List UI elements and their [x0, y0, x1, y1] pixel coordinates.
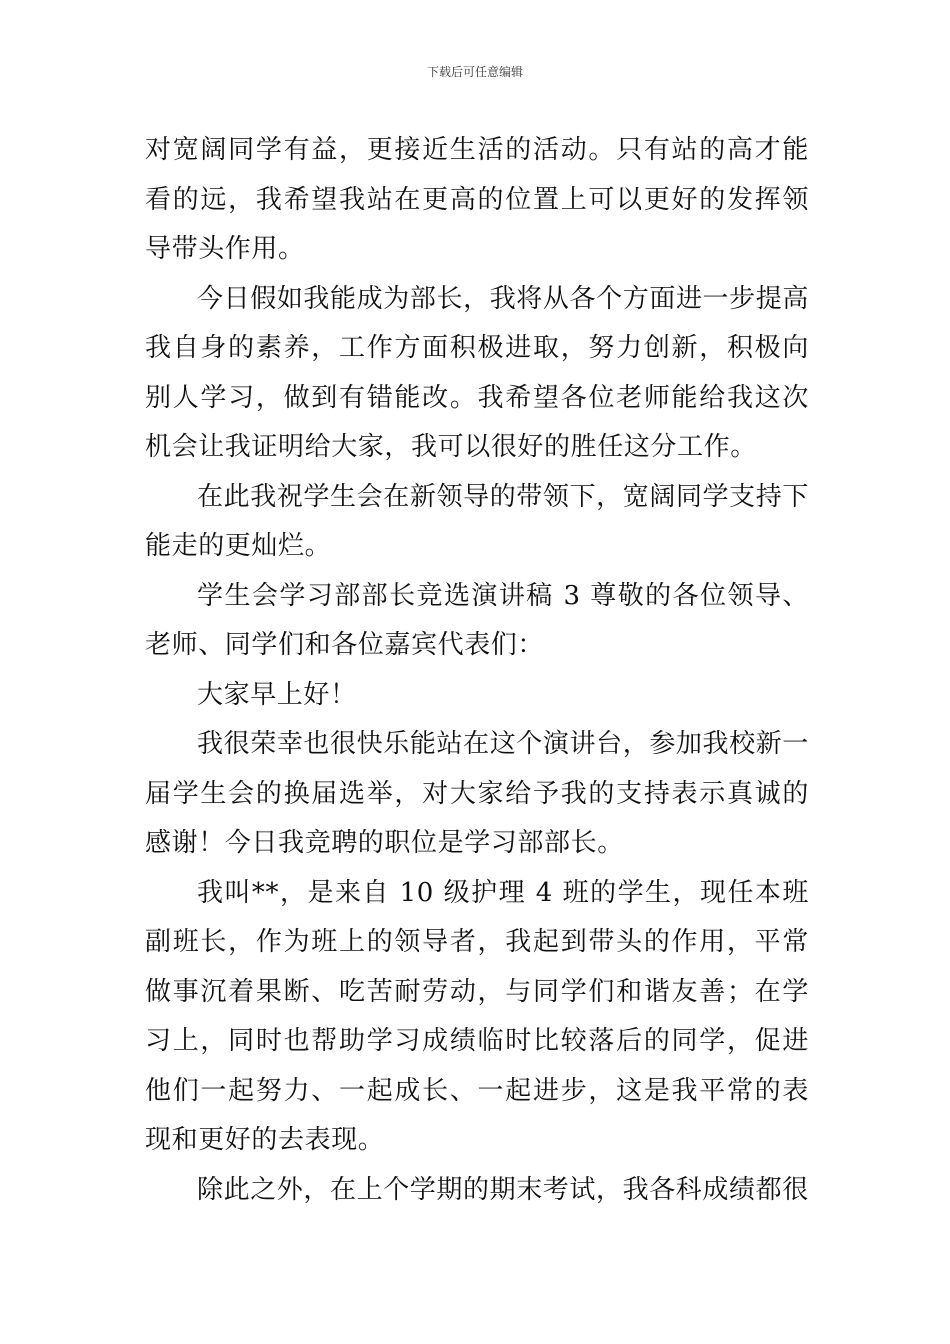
page-header-note: 下载后可任意编辑: [426, 65, 523, 79]
paragraph-1: 对宽阔同学有益，更接近生活的活动。只有站的高才能看的远，我希望我站在更高的位置上可以更好的发挥领导带头作用。: [145, 135, 809, 264]
paragraph-5: 大家早上好！: [197, 679, 357, 710]
paragraph-6: 我很荣幸也很快乐能站在这个演讲台，参加我校新一届学生会的换届选举，对大家给予我的支持表示真诚的感谢！今日我竞聘的职位是学习部部长。: [145, 729, 809, 858]
paragraph-4: 学生会学习部部长竞选演讲稿 3 尊敬的各位领导、老师、同学们和各位嘉宾代表们：: [145, 580, 809, 660]
paragraph-2: 今日假如我能成为部长，我将从各个方面进一步提高我自身的素养，工作方面积极进取，努力创新，积极向别人学习，做到有错能改。我希望各位老师能给我这次机会让我证明给大家，我可以很好的胜任这分工作。: [145, 283, 809, 462]
paragraph-3: 在此我祝学生会在新领导的带领下，宽阔同学支持下能走的更灿烂。: [145, 481, 809, 561]
paragraph-7: 我叫**，是来自 10 级护理 4 班的学生，现任本班副班长，作为班上的领导者，我起到带头的作用，平常做事沉着果断、吃苦耐劳动，与同学们和谐友善；在学习上，同时也帮助学习成绩临时比较落后的同学，促进他们一起努力、一起成长、一起进步，这是我平常的表现和更好的去表现。: [145, 877, 809, 1155]
document-body: [145, 126, 809, 1215]
paragraph-8: 除此之外，在上个学期的期末考试，我各科成绩都很: [197, 1174, 809, 1205]
